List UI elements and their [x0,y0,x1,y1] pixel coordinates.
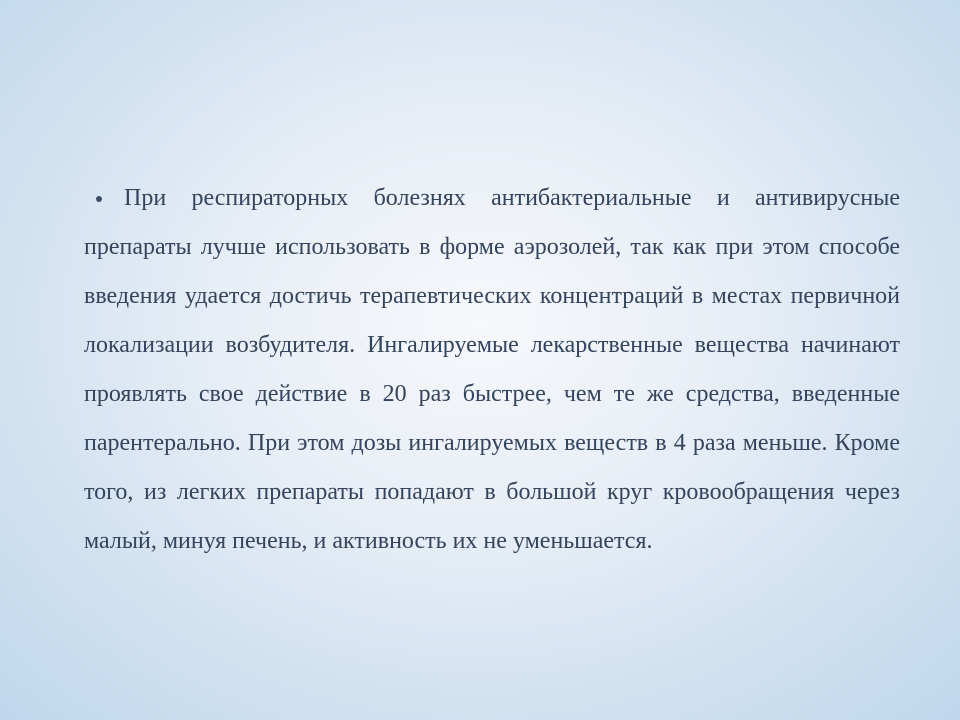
bullet-text: При респираторных болезнях антибактериальные и антивирусные препараты лучше использовать в форме аэрозолей, так как при этом способе введения удается достичь терапевтических концентраций в местах первичной локализации возбудителя. Ингалируемые лекарственные вещества начинают проявлять свое действие в 20 раз быстрее, чем те же средства, введенные парентерально. При этом дозы ингалируемых веществ в 4 раза меньше. Кроме того, из легких препараты попадают в большой круг кровообращения через малый, минуя печень, и активность их не уменьшается. [84,185,900,554]
bullet-item [84,186,900,566]
bullet-dot-icon [96,196,102,202]
